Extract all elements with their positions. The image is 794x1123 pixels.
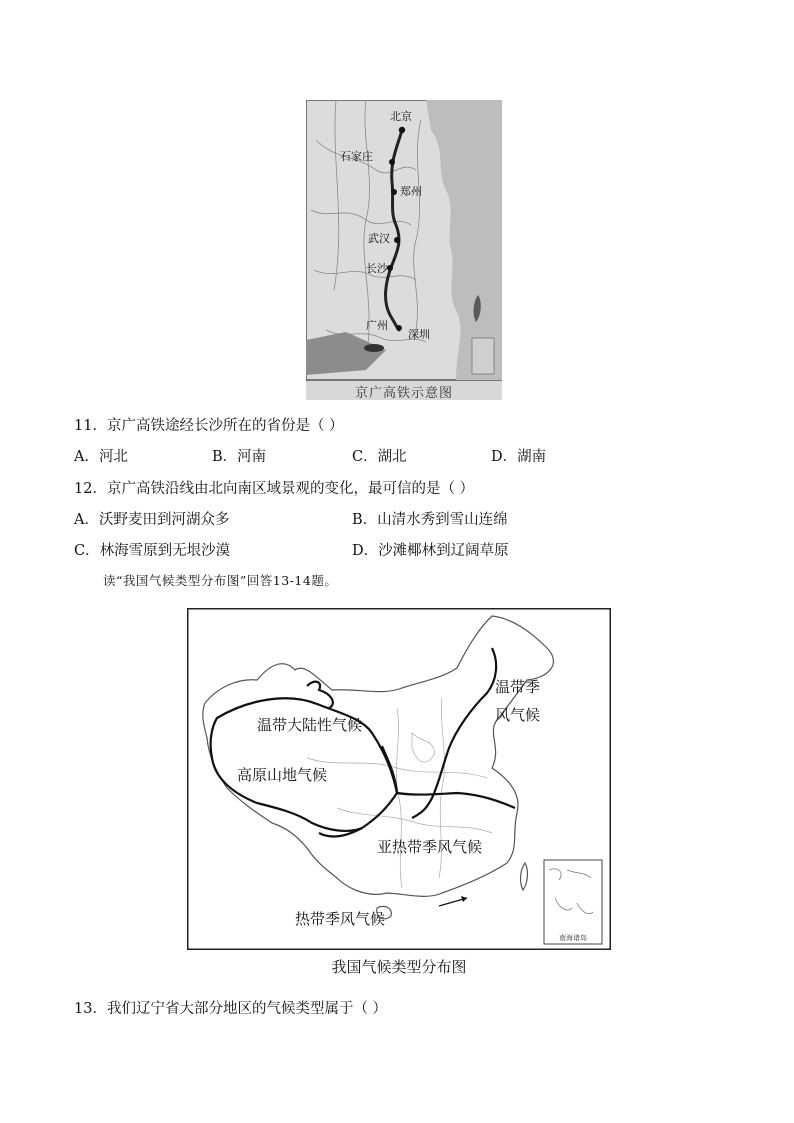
climate-map-caption: 我国气候类型分布图: [331, 958, 467, 976]
lead-text: 读“我国气候类型分布图”回答13-14题。: [103, 573, 338, 588]
q11-option-a: A．河北: [74, 449, 128, 465]
city-wuhan: 武汉: [368, 232, 390, 245]
city-guangzhou: 广州: [366, 319, 388, 332]
city-shijiazhuang: 石家庄: [340, 150, 373, 163]
climate-map-svg: [187, 608, 611, 950]
q12-option-b: B．山清水秀到雪山连绵: [352, 512, 508, 528]
rail-map-svg: [306, 100, 502, 400]
zone-plateau: 高原山地气候: [237, 766, 328, 784]
rail-map-figure: [306, 100, 502, 400]
q12-option-c: C．林海雪原到无垠沙漠: [74, 543, 231, 559]
question-13: 13．我们辽宁省大部分地区的气候类型属于（ ）: [74, 1001, 388, 1017]
q12-option-a: A．沃野麦田到河湖众多: [74, 512, 230, 528]
climate-map-figure: [187, 608, 611, 950]
rail-map-caption: 京广高铁示意图: [354, 386, 453, 401]
zone-temperate-continental: 温带大陆性气候: [257, 716, 363, 734]
city-changsha: 长沙: [366, 262, 388, 275]
zone-subtropical: 亚热带季风气候: [377, 838, 483, 856]
inset-label: 南海诸岛: [559, 934, 587, 942]
zone-tropical: 热带季风气候: [295, 910, 386, 928]
zone-temperate-monsoon-1: 温带季: [495, 678, 541, 696]
q12-option-d: D．沙滩椰林到辽阔草原: [352, 543, 509, 559]
q11-option-b: B．河南: [212, 449, 267, 465]
question-11: 11．京广高铁途经长沙所在的省份是（ ）: [74, 418, 344, 434]
question-12: 12．京广高铁沿线由北向南区域景观的变化，最可信的是（ ）: [74, 481, 475, 497]
city-shenzhen: 深圳: [408, 328, 430, 341]
zone-temperate-monsoon-2: 风气候: [495, 706, 541, 724]
q11-option-c: C．湖北: [352, 449, 407, 465]
city-zhengzhou: 郑州: [400, 185, 422, 198]
city-beijing: 北京: [390, 110, 412, 123]
q11-option-d: D．湖南: [491, 449, 547, 465]
